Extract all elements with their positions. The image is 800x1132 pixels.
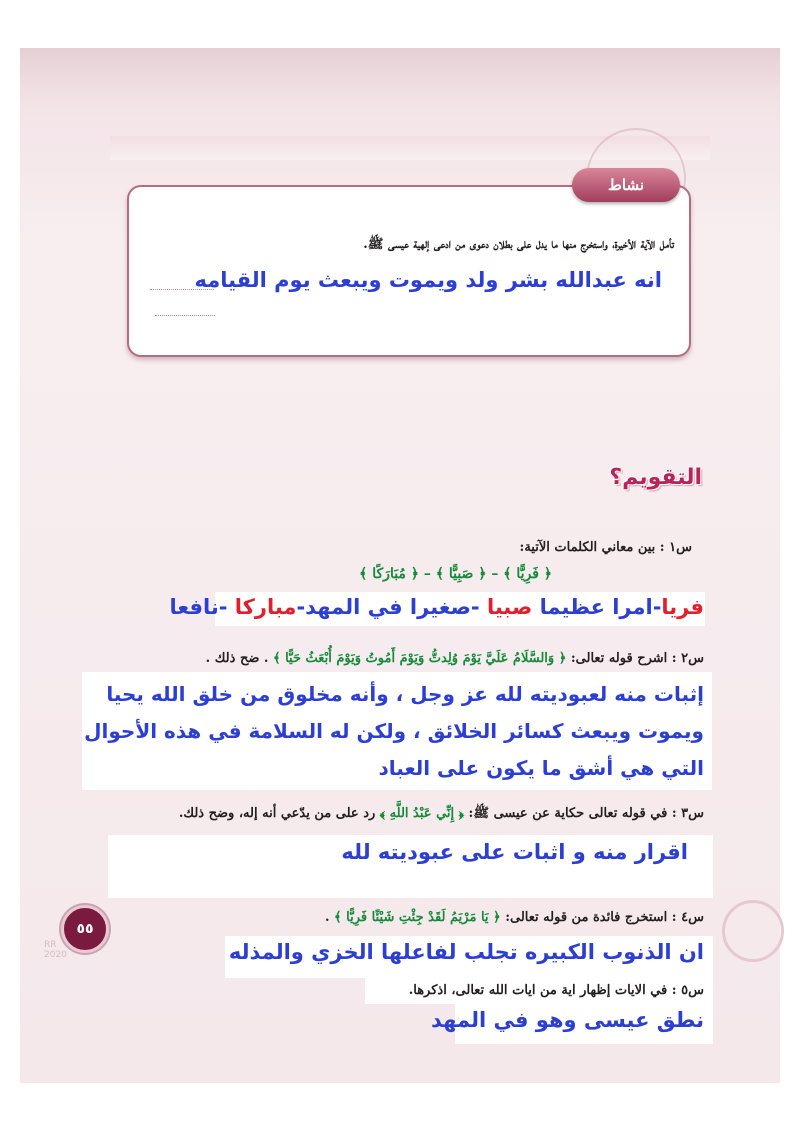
question-1-prompt: س١ : بين معاني الكلمات الآتية: — [519, 540, 692, 555]
question-3-prompt — [179, 805, 704, 824]
activity-badge: نشاط — [572, 168, 680, 202]
question-1-answer — [169, 595, 704, 619]
question-3-answer: اقرار منه و اثبات على عبوديته لله — [341, 840, 688, 864]
question-4-prompt — [325, 910, 704, 925]
question-2-prompt — [206, 651, 704, 666]
evaluation-title: التقويم؟ — [609, 465, 702, 490]
answer-line: التي هي أشق ما يكون على العباد — [378, 756, 704, 780]
answer-text: -نافعا — [169, 595, 235, 619]
quran-verse: ﴿ إِنِّي عَبْدُ اللَّهِ ﴾ — [379, 806, 465, 821]
question-5-answer: نطق عيسى وهو في المهد — [431, 1008, 704, 1032]
prompt-text: . — [324, 910, 335, 925]
footer-decoration: RR 2020 — [44, 940, 67, 960]
question-4-answer: ان الذنوب الكبيره تجلب لفاعلها الخزي والمذله — [228, 940, 704, 964]
answer-text: -صغيرا في المهد- — [296, 595, 487, 619]
prompt-text: س٢ : اشرح قوله تعالى: — [566, 651, 704, 666]
quran-verse: ﴿ وَالسَّلَامُ عَلَيَّ يَوْمَ وُلِدتُّ وَيَوْمَ أَمُوتُ وَيَوْمَ أُبْعَثُ حَيًّا ﴾ — [272, 651, 567, 666]
answer-line: إثبات منه لعبوديته لله عز وجل ، وأنه مخلوق من خلق الله يحيا — [106, 682, 704, 706]
page-number-badge: ٥٥ — [61, 905, 109, 953]
answer-line: ويموت ويبعث كسائر الخلائق ، ولكن له السلامة في هذه الأحوال — [84, 719, 704, 743]
answer-word: فريا — [661, 595, 704, 619]
question-1-words: ﴿ فَرِيًّا ﴾ – ﴿ صَبِيًّا ﴾ – ﴿ مُبَارَكًا ﴾ — [359, 566, 552, 582]
activity-answer: انه عبدالله بشر ولد ويموت ويبعث يوم القيامه — [194, 268, 662, 292]
answer-word: مباركا — [234, 595, 297, 619]
prompt-text: رد على من يدّعي أنه إله، وضح ذلك. — [178, 806, 380, 821]
prompt-text: س٣ : في قوله تعالى حكاية عن عيسى ﷺ: — [464, 806, 704, 821]
question-5-prompt: س٥ : في الايات إظهار اية من ايات الله تعالى، اذكرها. — [408, 983, 704, 998]
question-2-answer — [84, 676, 704, 787]
prompt-text: . ضح ذلك . — [205, 651, 273, 666]
answer-word: صبيا — [486, 595, 533, 619]
dotted-line — [155, 315, 215, 316]
activity-prompt: تأمل الآية الأخيرة، واستخرج منها ما يدل على بطلان دعوى من ادعى إلهية عيسى ﷺ. — [363, 237, 674, 252]
corner-ornament — [722, 900, 784, 962]
answer-text: -امرا عظيما — [532, 595, 662, 619]
prompt-text: س٤ : استخرج فائدة من قوله تعالى: — [500, 910, 704, 925]
quran-verse: ﴿ يَا مَرْيَمُ لَقَدْ جِئْتِ شَيْئًا فَرِيًّا ﴾ — [334, 910, 501, 925]
